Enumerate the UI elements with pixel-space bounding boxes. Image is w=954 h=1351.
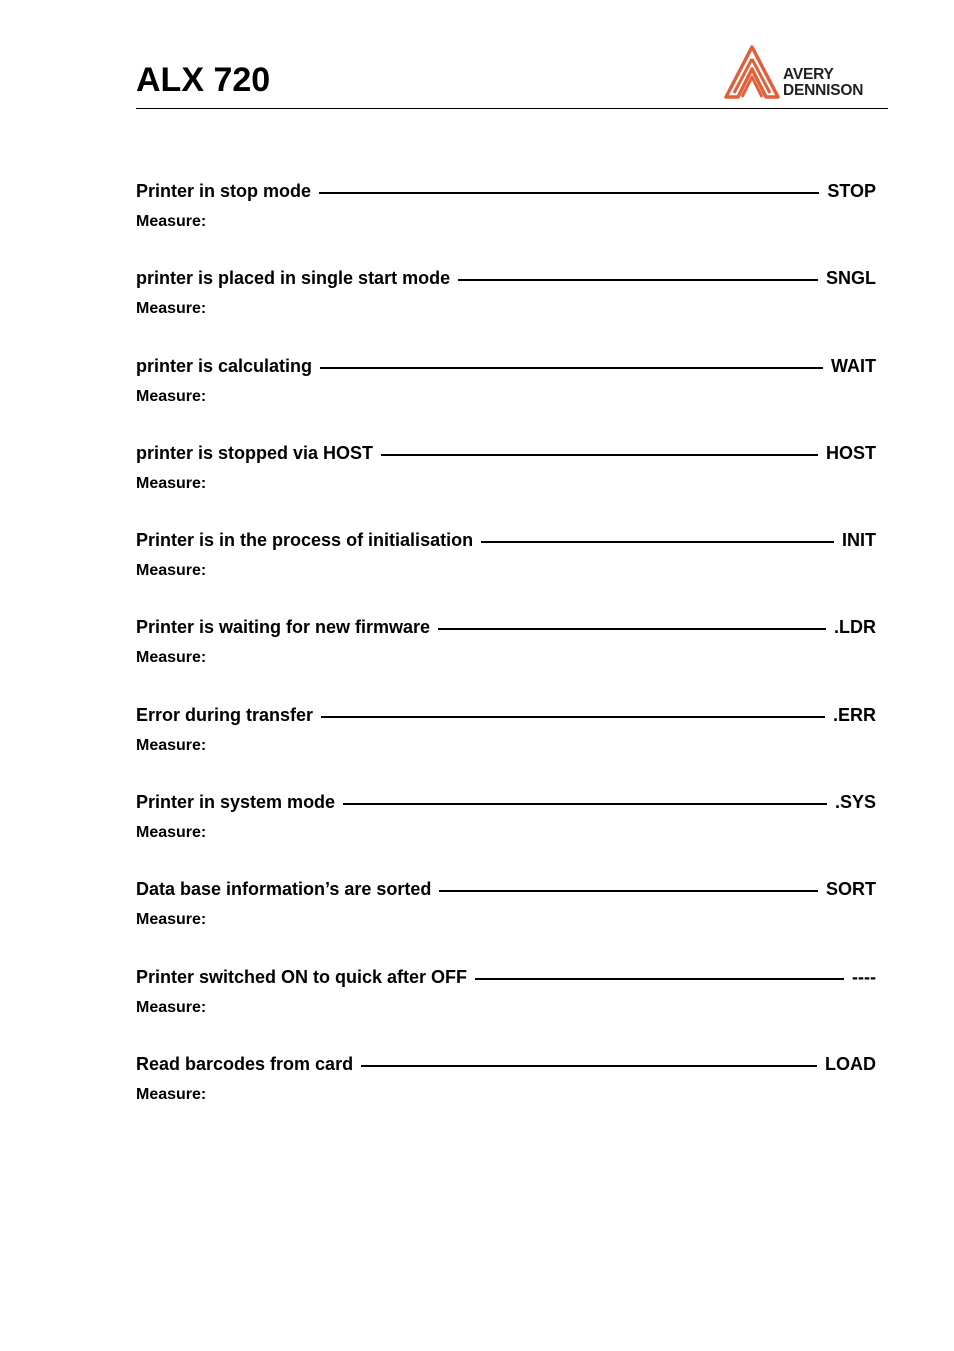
leader-line bbox=[481, 541, 834, 543]
measure-label: Measure: bbox=[136, 300, 207, 318]
status-entry bbox=[136, 1051, 876, 1138]
status-entry bbox=[136, 702, 876, 789]
leader-line bbox=[438, 628, 826, 630]
leader-line bbox=[321, 716, 825, 718]
status-description: Printer is waiting for new firmware bbox=[136, 617, 431, 638]
status-description: Printer in system mode bbox=[136, 792, 336, 813]
status-entry-row bbox=[136, 702, 876, 728]
leader-line bbox=[458, 279, 818, 281]
status-description: printer is calculating bbox=[136, 355, 313, 376]
avery-dennison-logo bbox=[722, 45, 888, 101]
logo-wordmark bbox=[783, 67, 863, 99]
status-code: SORT bbox=[825, 879, 876, 900]
status-entry-row bbox=[136, 265, 876, 291]
status-entry bbox=[136, 353, 876, 440]
leader-line bbox=[475, 978, 844, 980]
leader-line bbox=[361, 1065, 817, 1067]
status-entry-row bbox=[136, 1051, 876, 1077]
status-code-list bbox=[136, 178, 876, 1138]
status-description: Printer is in the process of initialisation bbox=[136, 530, 474, 551]
logo-line-2: DENNISON bbox=[783, 82, 864, 99]
status-entry bbox=[136, 876, 876, 963]
status-entry-row bbox=[136, 964, 876, 990]
measure-label: Measure: bbox=[136, 474, 207, 492]
status-entry bbox=[136, 789, 876, 876]
status-code: .LDR bbox=[834, 617, 876, 638]
status-entry bbox=[136, 265, 876, 352]
status-entry-row bbox=[136, 876, 876, 902]
status-entry-row bbox=[136, 614, 876, 640]
status-code: ---- bbox=[852, 966, 876, 987]
status-description: printer is stopped via HOST bbox=[136, 442, 374, 463]
status-entry-row bbox=[136, 789, 876, 815]
leader-line bbox=[320, 367, 823, 369]
status-entry-row bbox=[136, 440, 876, 466]
avery-dennison-logo-mark-icon bbox=[722, 45, 780, 101]
status-entry bbox=[136, 440, 876, 527]
measure-label: Measure: bbox=[136, 649, 207, 667]
measure-label: Measure: bbox=[136, 911, 207, 929]
status-code: INIT bbox=[842, 530, 876, 551]
status-description: Error during transfer bbox=[136, 704, 314, 725]
status-entry-row bbox=[136, 178, 876, 204]
status-entry-row bbox=[136, 527, 876, 553]
status-code: .SYS bbox=[834, 792, 876, 813]
leader-line bbox=[439, 890, 818, 892]
leader-line bbox=[319, 192, 819, 194]
status-code: STOP bbox=[827, 181, 876, 201]
document-title: ALX 720 bbox=[136, 61, 271, 99]
measure-label: Measure: bbox=[136, 387, 207, 405]
measure-label: Measure: bbox=[136, 213, 207, 230]
leader-line bbox=[343, 803, 827, 805]
status-code: WAIT bbox=[831, 355, 876, 376]
status-description: Data base information’s are sorted bbox=[136, 879, 432, 900]
measure-label: Measure: bbox=[136, 998, 207, 1016]
logo-line-1: AVERY bbox=[783, 66, 834, 83]
status-entry bbox=[136, 614, 876, 701]
measure-label: Measure: bbox=[136, 736, 207, 754]
status-description: Read barcodes from card bbox=[136, 1053, 354, 1074]
status-description: Printer in stop mode bbox=[136, 181, 312, 201]
leader-line bbox=[381, 454, 818, 456]
status-code: HOST bbox=[825, 442, 876, 463]
measure-label: Measure: bbox=[136, 562, 207, 580]
status-entry bbox=[136, 964, 876, 1051]
measure-label: Measure: bbox=[136, 824, 207, 842]
status-description: printer is placed in single start mode bbox=[136, 268, 451, 289]
status-entry bbox=[136, 527, 876, 614]
status-code: SNGL bbox=[825, 268, 876, 289]
status-entry bbox=[136, 178, 876, 265]
status-code: LOAD bbox=[825, 1053, 876, 1074]
measure-label: Measure: bbox=[136, 1085, 207, 1103]
status-entry-row bbox=[136, 353, 876, 379]
status-code: .ERR bbox=[832, 704, 876, 725]
page-header bbox=[136, 40, 888, 109]
status-description: Printer switched ON to quick after OFF bbox=[136, 966, 468, 987]
